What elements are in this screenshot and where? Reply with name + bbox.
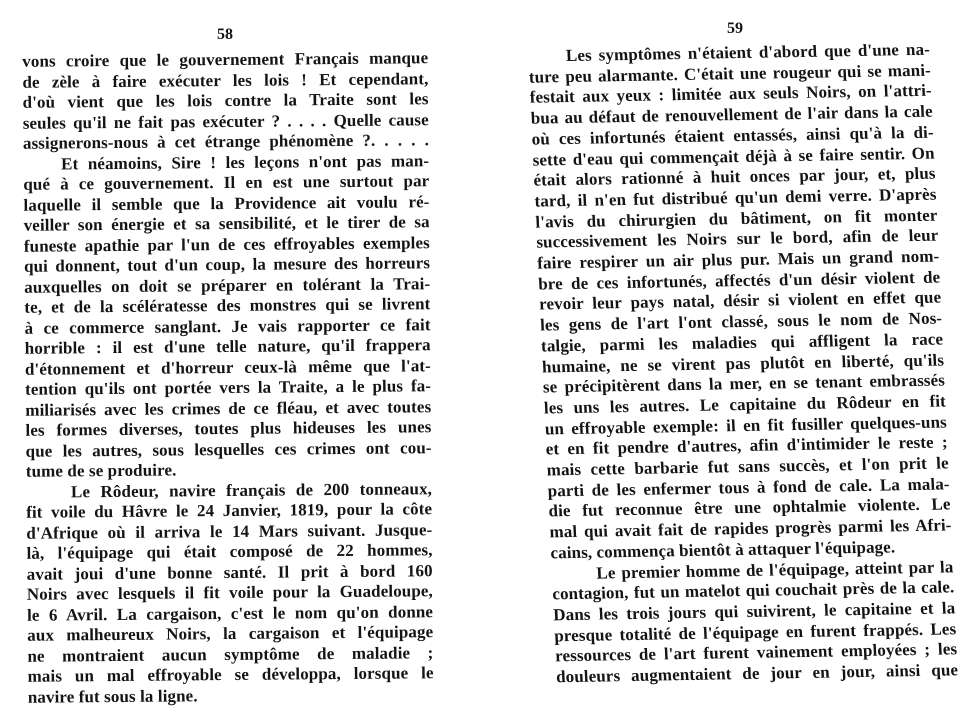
text-line: un effroyable exemple: il en fit fusiller quelques-uns [544,412,948,439]
text-line: les gens de l'art l'ont classé, sous le nom de Nos- [539,308,943,335]
text-line: assignerons-nous à cet étrange phénomène ?. . . . . [22,130,430,153]
text-line: vons croire que le gouvernement Français manque [22,48,429,71]
text-line: auxquelles on doit se préparer en tolérant la Trai- [24,273,431,297]
text-line: qué à ce gouvernement. Il en est une surtout par [23,171,430,194]
text-line: cains, commença bientôt à attaquer l'équipage. [550,537,896,563]
text-line: festait aux yeux : limitée aux seuls Noirs, on l'attri- [529,81,933,108]
text-line: mais cette barbarie fut sans succès, et l'on prit le [546,453,950,480]
left-page-text [22,48,434,708]
text-line: avait joui d'une bonne santé. Il prit à bord 160 [26,560,433,584]
text-line: die fut reconnue être une ophtalmie violente. Le [548,494,951,521]
left-page-number: 58 [217,26,233,43]
text-line: l'avis du chirurgien du bâtiment, on fit monter [534,205,938,232]
text-line: te, et de la scélératesse des monstres qui se livrent [24,294,431,317]
text-line: horrible : il est d'une telle nature, qu'il frappera [24,335,431,358]
text-line: veiller son énergie et sa sensibilité, et le tirer de sa [23,212,430,235]
text-line: mais un mal effroyable se développa, lorsque le [27,663,434,686]
text-line: à ce commerce sanglant. Je vais rapporter ce fait [24,314,431,338]
right-page-number: 59 [727,20,743,37]
text-line: tard, il n'en fut distribué qu'un demi verre. D'après [534,184,937,211]
text-line: où ces infortunés étaient entassés, ainsi qu'à la di- [531,122,935,149]
text-line: Dans les trois jours qui suivirent, le capitaine et la [552,598,956,625]
text-line: les uns les autres. Le capitaine du Rôdeur en fit [543,391,947,418]
text-line: d'Afrique où il arriva le 14 Mars suivant. Jusque- [26,519,433,543]
text-line: d'étonnement et d'horreur ceux-là même que l'at- [24,355,431,379]
text-line: et en fit pendre d'autres, afin d'intimider le reste ; [545,432,949,459]
text-line: les formes diverses, toutes plus hideuses les unes [25,417,432,440]
text-line: revoir leur pays natal, désir si violent en effet que [538,287,942,314]
text-line: humaine, ne se virent pas plutôt en liberté, qu'ils [541,350,945,377]
text-line: talgie, parmi les maladies qui affligent la race [540,329,944,356]
text-line: ressources de l'art furent vainement employées ; les [554,639,958,666]
text-line: sette d'eau qui commençait déjà à se faire sentir. On [532,143,935,170]
text-line: Et néamoins, Sire ! les leçons n'ont pas man- [61,150,430,173]
text-line: mal qui avait fait de rapides progrès parmi les Afri- [549,515,952,542]
text-line: était alors rationné à huit onces par jour, et, plus [533,163,936,190]
text-line: Le premier homme de l'équipage, atteint par la [595,556,954,583]
text-line: contagion, fut un matelot qui couchait près de la cale. [551,577,955,604]
text-line: ne montraient aucun symptôme de maladie ; [27,642,434,666]
text-line: d'où vient que les lois contre la Traite sont les [22,89,429,112]
text-line: le 6 Avril. La cargaison, c'est le nom qu'on donne [26,601,434,625]
text-line: bre de ces infortunés, affectés d'un désir violent de [537,267,941,294]
text-line: seules qu'il ne fait pas exécuter ? . . . . Quelle cause [22,109,429,133]
text-line: qui donnent, tout d'un coup, la mesure des horreurs [23,253,431,276]
text-line: Noirs avec lesquels il fit voile pour la Guadeloupe, [26,581,433,604]
text-line: parti de les enfermer tous à fond de cale. La mala- [547,474,950,501]
text-line: laquelle il semble que la Providence ait voulu ré- [23,191,430,215]
text-line: se précipitèrent dans la mer, en se tenant embrassés [542,370,946,397]
text-line: là, l'équipage qui était composé de 22 hommes, [26,540,433,563]
text-line: Les symptômes n'étaient d'abord que d'une na- [565,39,931,66]
text-line: tention qu'ils ont portée vers la Traite, a le plus fa- [25,376,432,399]
right-page-text [527,40,958,688]
text-line: ture peu alarmante. C'était une rougeur qui se mani- [528,60,932,87]
text-line: faire respirer un air plus pur. Mais un grand nom- [536,246,940,273]
text-line: funeste apathie par l'un de ces effroyables exemples [23,232,430,256]
text-line: douleurs augmentaient de jour en jour, ainsi que [555,660,959,687]
text-line: navire fut sous la ligne. [27,685,198,707]
text-line: fit voile du Hâvre le 24 Janvier, 1819, pour la côte [26,499,433,522]
text-line: de zèle à faire exécuter les lois ! Et cependant, [22,68,429,92]
text-line: miliarisés avec les crimes de ce fléau, et avec toutes [25,396,432,420]
text-line: que les autres, sous lesquelles ces crimes ont cou- [25,437,432,461]
text-line: bua au défaut de renouvellement de l'air dans la cale [530,101,934,128]
text-line: Le Rôdeur, navire français de 200 tonneaux, [70,478,433,501]
text-line: successivement les Noirs sur le bord, afin de leur [535,225,939,252]
text-line: presque totalité de l'équipage en furent frappés. Les [553,619,957,646]
text-line: aux malheureux Noirs, la cargaison et l'équipage [27,622,434,645]
text-line: tume de se produire. [25,460,177,481]
